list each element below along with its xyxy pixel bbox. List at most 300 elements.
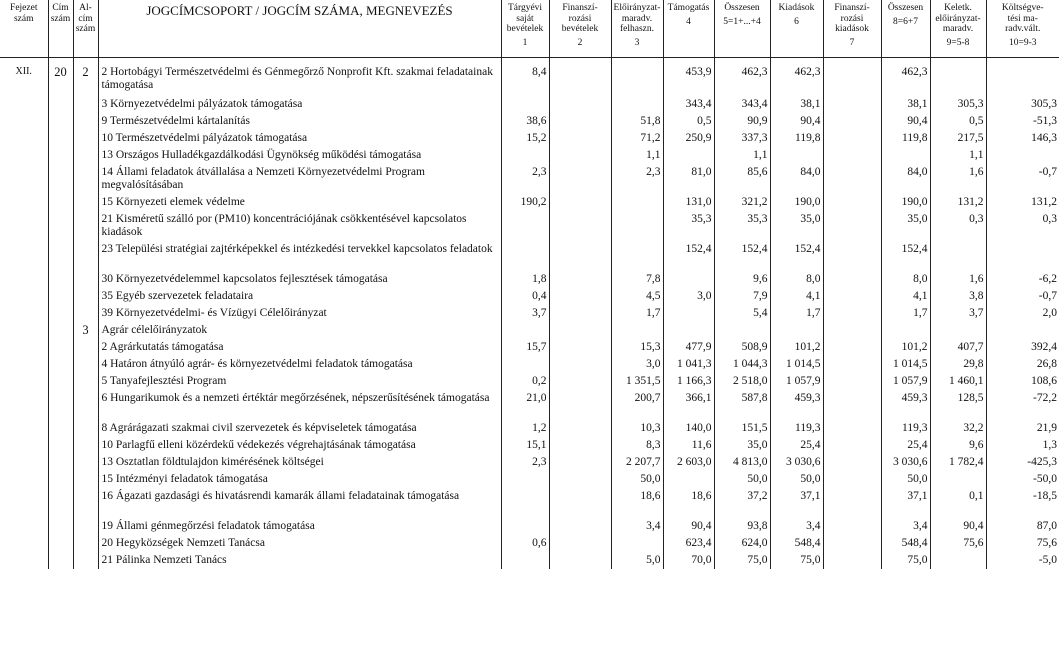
value-cell-col1: 0,4 (501, 288, 549, 305)
value-cell-col10: 108,6 (986, 373, 1059, 390)
header-label-line: Fejezet (10, 3, 38, 13)
table-row (0, 488, 1059, 518)
value-cell-col4: 11,6 (663, 437, 714, 454)
value-cell-col8: 3 030,6 (881, 454, 930, 471)
header-col6 (770, 0, 823, 58)
chapter-number-cell (0, 288, 48, 305)
table-row (0, 194, 1059, 211)
value-cell-col1: 0,6 (501, 535, 549, 552)
value-cell-col5: 343,4 (714, 96, 770, 113)
value-cell-col10: -50,0 (986, 471, 1059, 488)
value-cell-col1 (501, 471, 549, 488)
value-cell-col10: 87,0 (986, 518, 1059, 535)
value-cell-col7 (823, 454, 881, 471)
value-cell-col7 (823, 356, 881, 373)
value-cell-col6: 90,4 (770, 113, 823, 130)
value-cell-col4: 81,0 (663, 164, 714, 194)
description-cell: 2 Hortobágyi Természetvédelmi és Génmegőrző Nonprofit Kft. szakmai feladatainak támogatása (98, 58, 501, 97)
subtitle-number-cell (73, 241, 98, 271)
value-cell-col7 (823, 322, 881, 339)
value-cell-col10: 1,3 (986, 437, 1059, 454)
table-row (0, 535, 1059, 552)
value-cell-col2 (549, 241, 611, 271)
chapter-number-cell (0, 164, 48, 194)
value-cell-col4: 70,0 (663, 552, 714, 569)
header-col7 (823, 0, 881, 58)
value-cell-col2 (549, 339, 611, 356)
title-number-cell (48, 305, 73, 322)
header-column-number: 6 (794, 16, 799, 27)
header-column-number: 1 (522, 37, 528, 48)
description-cell: 2 Agrárkutatás támogatása (98, 339, 501, 356)
value-cell-col9: 128,5 (930, 390, 986, 420)
value-cell-col9: 1,1 (930, 147, 986, 164)
value-cell-col3: 200,7 (611, 390, 663, 420)
title-number-cell (48, 164, 73, 194)
description-cell: 19 Állami génmegőrzési feladatok támogatása (98, 518, 501, 535)
chapter-number-cell (0, 113, 48, 130)
table-row (0, 322, 1059, 339)
header-column-number: 5=1+...+4 (723, 16, 761, 27)
value-cell-col2 (549, 147, 611, 164)
value-cell-col5: 2 518,0 (714, 373, 770, 390)
title-number-cell (48, 130, 73, 147)
title-number-cell (48, 373, 73, 390)
chapter-number-cell (0, 373, 48, 390)
value-cell-col4: 35,3 (663, 211, 714, 241)
value-cell-col9 (930, 471, 986, 488)
header-col4 (663, 0, 714, 58)
subtitle-number-cell (73, 164, 98, 194)
value-cell-col1: 190,2 (501, 194, 549, 211)
value-cell-col8 (881, 322, 930, 339)
value-cell-col3 (611, 211, 663, 241)
value-cell-col9: 131,2 (930, 194, 986, 211)
value-cell-col6: 4,1 (770, 288, 823, 305)
value-cell-col5: 5,4 (714, 305, 770, 322)
subtitle-number-cell (73, 552, 98, 569)
header-label-line: kiadások (835, 24, 869, 34)
value-cell-col4: 3,0 (663, 288, 714, 305)
value-cell-col7 (823, 518, 881, 535)
title-number-cell (48, 437, 73, 454)
subtitle-number-cell (73, 147, 98, 164)
value-cell-col6: 548,4 (770, 535, 823, 552)
value-cell-col6: 152,4 (770, 241, 823, 271)
header-label-line: radv.vált. (1005, 24, 1041, 34)
value-cell-col5: 4 813,0 (714, 454, 770, 471)
value-cell-col6: 35,0 (770, 211, 823, 241)
title-number-cell (48, 390, 73, 420)
value-cell-col10: 2,0 (986, 305, 1059, 322)
title-number-cell (48, 211, 73, 241)
table-row (0, 271, 1059, 288)
value-cell-col1: 8,4 (501, 58, 549, 97)
header-col1 (501, 0, 549, 58)
header-column-number: 4 (686, 16, 691, 27)
header-fejezet (0, 0, 48, 58)
value-cell-col1 (501, 147, 549, 164)
title-number-cell (48, 271, 73, 288)
table-row (0, 471, 1059, 488)
value-cell-col5: 508,9 (714, 339, 770, 356)
value-cell-col9: 3,8 (930, 288, 986, 305)
value-cell-col8: 25,4 (881, 437, 930, 454)
value-cell-col5: 337,3 (714, 130, 770, 147)
value-cell-col5: 321,2 (714, 194, 770, 211)
value-cell-col9: 305,3 (930, 96, 986, 113)
value-cell-col8 (881, 147, 930, 164)
value-cell-col10: -72,2 (986, 390, 1059, 420)
value-cell-col10: 0,3 (986, 211, 1059, 241)
title-number-cell: 20 (48, 58, 73, 97)
value-cell-col10 (986, 241, 1059, 271)
header-label-line: bevételek (506, 24, 544, 34)
description-cell: 20 Hegyközségek Nemzeti Tanácsa (98, 535, 501, 552)
value-cell-col3: 7,8 (611, 271, 663, 288)
description-cell: 15 Intézményi feladatok támogatása (98, 471, 501, 488)
chapter-number-cell (0, 552, 48, 569)
value-cell-col2 (549, 164, 611, 194)
value-cell-col2 (549, 356, 611, 373)
value-cell-col10: -51,3 (986, 113, 1059, 130)
value-cell-col8: 1,7 (881, 305, 930, 322)
subtitle-number-cell (73, 420, 98, 437)
description-cell: 13 Országos Hulladékgazdálkodási Ügynökség működési támogatása (98, 147, 501, 164)
value-cell-col5: 152,4 (714, 241, 770, 271)
value-cell-col3: 3,0 (611, 356, 663, 373)
value-cell-col8: 50,0 (881, 471, 930, 488)
value-cell-col9: 1,6 (930, 164, 986, 194)
title-number-cell (48, 535, 73, 552)
value-cell-col8: 119,3 (881, 420, 930, 437)
value-cell-col4: 343,4 (663, 96, 714, 113)
header-label-line: maradv. (621, 13, 653, 24)
value-cell-col3 (611, 96, 663, 113)
value-cell-col4: 131,0 (663, 194, 714, 211)
title-number-cell (48, 339, 73, 356)
chapter-number-cell (0, 130, 48, 147)
value-cell-col3 (611, 58, 663, 97)
value-cell-col5: 35,3 (714, 211, 770, 241)
value-cell-col3: 71,2 (611, 130, 663, 147)
value-cell-col9: 0,5 (930, 113, 986, 130)
description-cell: 4 Határon átnyúló agrár- és környezetvédelmi feladatok támogatása (98, 356, 501, 373)
value-cell-col6: 462,3 (770, 58, 823, 97)
value-cell-col4: 1 166,3 (663, 373, 714, 390)
description-cell: 13 Osztatlan földtulajdon kimérésének költségei (98, 454, 501, 471)
value-cell-col1 (501, 211, 549, 241)
chapter-number-cell (0, 96, 48, 113)
value-cell-col2 (549, 113, 611, 130)
value-cell-col9: 75,6 (930, 535, 986, 552)
value-cell-col4: 366,1 (663, 390, 714, 420)
chapter-number-cell (0, 518, 48, 535)
header-label-line: rozási (568, 13, 592, 24)
chapter-number-cell (0, 271, 48, 288)
description-cell: Agrár célelőirányzatok (98, 322, 501, 339)
subtitle-number-cell (73, 488, 98, 518)
value-cell-col7 (823, 147, 881, 164)
table-row (0, 420, 1059, 437)
header-col2 (549, 0, 611, 58)
value-cell-col8: 3,4 (881, 518, 930, 535)
title-number-cell (48, 356, 73, 373)
subtitle-number-cell (73, 305, 98, 322)
value-cell-col3: 3,4 (611, 518, 663, 535)
table-row (0, 373, 1059, 390)
header-column-number: 7 (849, 37, 855, 48)
chapter-number-cell (0, 211, 48, 241)
table-row (0, 113, 1059, 130)
value-cell-col9: 9,6 (930, 437, 986, 454)
table-row (0, 518, 1059, 535)
description-cell: 30 Környezetvédelemmel kapcsolatos fejlesztések támogatása (98, 271, 501, 288)
value-cell-col1: 21,0 (501, 390, 549, 420)
value-cell-col5: 151,5 (714, 420, 770, 437)
header-label-line: Cím (52, 3, 69, 13)
description-cell: 5 Tanyafejlesztési Program (98, 373, 501, 390)
value-cell-col5: 1 044,3 (714, 356, 770, 373)
value-cell-col3: 5,0 (611, 552, 663, 569)
value-cell-col7 (823, 437, 881, 454)
header-label-line: Al- (79, 3, 92, 13)
value-cell-col1: 2,3 (501, 164, 549, 194)
value-cell-col7 (823, 390, 881, 420)
chapter-number-cell (0, 488, 48, 518)
title-number-cell (48, 96, 73, 113)
description-cell: 21 Kisméretű szálló por (PM10) koncentrációjának csökkentésével kapcsolatos kiadások (98, 211, 501, 241)
subtitle-number-cell (73, 96, 98, 113)
header-col5 (714, 0, 770, 58)
chapter-number-cell (0, 390, 48, 420)
header-col3 (611, 0, 663, 58)
value-cell-col1: 15,1 (501, 437, 549, 454)
header-column-number: 9=5-8 (946, 37, 970, 48)
header-label-line: szám (13, 13, 34, 24)
chapter-number-cell (0, 437, 48, 454)
value-cell-col4: 453,9 (663, 58, 714, 97)
description-cell: 10 Parlagfű elleni közérdekű védekezés végrehajtásának támogatása (98, 437, 501, 454)
value-cell-col9: 32,2 (930, 420, 986, 437)
value-cell-col9: 0,1 (930, 488, 986, 518)
value-cell-col3: 18,6 (611, 488, 663, 518)
value-cell-col4 (663, 271, 714, 288)
value-cell-col6: 190,0 (770, 194, 823, 211)
value-cell-col8: 190,0 (881, 194, 930, 211)
value-cell-col1 (501, 552, 549, 569)
title-number-cell (48, 147, 73, 164)
value-cell-col8: 90,4 (881, 113, 930, 130)
value-cell-col1: 1,2 (501, 420, 549, 437)
description-cell: 21 Pálinka Nemzeti Tanács (98, 552, 501, 569)
value-cell-col6: 84,0 (770, 164, 823, 194)
value-cell-col10 (986, 58, 1059, 97)
table-row (0, 339, 1059, 356)
value-cell-col4: 1 041,3 (663, 356, 714, 373)
value-cell-col9: 1 782,4 (930, 454, 986, 471)
value-cell-col6: 101,2 (770, 339, 823, 356)
value-cell-col5: 50,0 (714, 471, 770, 488)
value-cell-col9: 217,5 (930, 130, 986, 147)
table-row (0, 552, 1059, 569)
chapter-number-cell (0, 194, 48, 211)
value-cell-col7 (823, 241, 881, 271)
header-label-line: Összesen (887, 3, 924, 13)
value-cell-col5: 90,9 (714, 113, 770, 130)
value-cell-col9: 1,6 (930, 271, 986, 288)
value-cell-col4: 250,9 (663, 130, 714, 147)
value-cell-col1: 3,7 (501, 305, 549, 322)
value-cell-col9: 0,3 (930, 211, 986, 241)
value-cell-col6: 3,4 (770, 518, 823, 535)
header-label-line: Kiadások (778, 3, 815, 13)
value-cell-col6: 459,3 (770, 390, 823, 420)
description-cell: 10 Természetvédelmi pályázatok támogatása (98, 130, 501, 147)
value-cell-col9 (930, 322, 986, 339)
header-col10 (986, 0, 1059, 58)
header-label-line: Finanszí- (562, 3, 598, 13)
description-cell: 39 Környezetvédelmi- és Vízügyi Célelőirányzat (98, 305, 501, 322)
header-label-line: saját (516, 13, 534, 24)
value-cell-col2 (549, 58, 611, 97)
table-row (0, 211, 1059, 241)
table-row (0, 147, 1059, 164)
table-row (0, 164, 1059, 194)
value-cell-col8: 75,0 (881, 552, 930, 569)
table-row (0, 356, 1059, 373)
description-cell: 15 Környezeti elemek védelme (98, 194, 501, 211)
value-cell-col3: 1,7 (611, 305, 663, 322)
value-cell-col3: 10,3 (611, 420, 663, 437)
table-row (0, 390, 1059, 420)
subtitle-number-cell: 2 (73, 58, 98, 97)
value-cell-col4 (663, 471, 714, 488)
value-cell-col7 (823, 339, 881, 356)
value-cell-col2 (549, 322, 611, 339)
header-label-line: JOGCÍMCSOPORT / JOGCÍM SZÁMA, MEGNEVEZÉS (146, 3, 453, 18)
value-cell-col2 (549, 552, 611, 569)
title-number-cell (48, 518, 73, 535)
header-label-line: Támogatás (667, 3, 710, 13)
value-cell-col2 (549, 437, 611, 454)
value-cell-col9 (930, 241, 986, 271)
chapter-number-cell (0, 420, 48, 437)
header-cim (48, 0, 73, 58)
description-cell: 16 Ágazati gazdasági és hivatásrendi kamarák állami feladatainak támogatása (98, 488, 501, 518)
subtitle-number-cell (73, 437, 98, 454)
value-cell-col8: 37,1 (881, 488, 930, 518)
value-cell-col5: 1,1 (714, 147, 770, 164)
title-number-cell (48, 194, 73, 211)
chapter-number-cell (0, 471, 48, 488)
value-cell-col4: 2 603,0 (663, 454, 714, 471)
value-cell-col1: 38,6 (501, 113, 549, 130)
header-column-number: 8=6+7 (893, 16, 918, 27)
value-cell-col6: 75,0 (770, 552, 823, 569)
value-cell-col10: -425,3 (986, 454, 1059, 471)
value-cell-col1 (501, 488, 549, 518)
value-cell-col7 (823, 305, 881, 322)
value-cell-col3: 4,5 (611, 288, 663, 305)
value-cell-col10: 26,8 (986, 356, 1059, 373)
value-cell-col5: 37,2 (714, 488, 770, 518)
value-cell-col9: 3,7 (930, 305, 986, 322)
value-cell-col8: 8,0 (881, 271, 930, 288)
value-cell-col6: 1,7 (770, 305, 823, 322)
value-cell-col1 (501, 518, 549, 535)
value-cell-col10: -6,2 (986, 271, 1059, 288)
subtitle-number-cell (73, 271, 98, 288)
value-cell-col7 (823, 58, 881, 97)
value-cell-col8: 4,1 (881, 288, 930, 305)
chapter-number-cell: XII. (15, 66, 32, 77)
header-label-line: bevételek (561, 24, 599, 34)
value-cell-col3: 8,3 (611, 437, 663, 454)
value-cell-col2 (549, 454, 611, 471)
subtitle-number-cell: 3 (73, 322, 98, 339)
value-cell-col8: 459,3 (881, 390, 930, 420)
value-cell-col4: 0,5 (663, 113, 714, 130)
value-cell-col3: 51,8 (611, 113, 663, 130)
value-cell-col7 (823, 194, 881, 211)
value-cell-col1: 15,7 (501, 339, 549, 356)
value-cell-col8: 462,3 (881, 58, 930, 97)
value-cell-col3 (611, 535, 663, 552)
value-cell-col3: 1,1 (611, 147, 663, 164)
value-cell-col4: 18,6 (663, 488, 714, 518)
subtitle-number-cell (73, 518, 98, 535)
header-label-line: rozási (840, 13, 864, 24)
description-cell: 23 Települési stratégiai zajtérképekkel és intézkedési tervekkel kapcsolatos feladatok (98, 241, 501, 271)
subtitle-number-cell (73, 373, 98, 390)
value-cell-col7 (823, 164, 881, 194)
value-cell-col1: 0,2 (501, 373, 549, 390)
header-label-line: Összesen (724, 3, 760, 13)
subtitle-number-cell (73, 288, 98, 305)
value-cell-col8: 101,2 (881, 339, 930, 356)
header-label-line: szám (50, 13, 71, 24)
value-cell-col7 (823, 96, 881, 113)
value-cell-col2 (549, 518, 611, 535)
value-cell-col2 (549, 130, 611, 147)
value-cell-col5: 587,8 (714, 390, 770, 420)
value-cell-col6: 38,1 (770, 96, 823, 113)
description-cell: 9 Természetvédelmi kártalanítás (98, 113, 501, 130)
value-cell-col7 (823, 288, 881, 305)
value-cell-col5: 624,0 (714, 535, 770, 552)
subtitle-number-cell (73, 535, 98, 552)
chapter-number-cell (0, 356, 48, 373)
value-cell-col6: 8,0 (770, 271, 823, 288)
value-cell-col2 (549, 420, 611, 437)
value-cell-col9: 1 460,1 (930, 373, 986, 390)
subtitle-number-cell (73, 356, 98, 373)
description-cell: 14 Állami feladatok átvállalása a Nemzeti Környezetvédelmi Program megvalósításában (98, 164, 501, 194)
value-cell-col3 (611, 241, 663, 271)
value-cell-col10 (986, 147, 1059, 164)
value-cell-col6: 37,1 (770, 488, 823, 518)
value-cell-col10: 75,6 (986, 535, 1059, 552)
title-number-cell (48, 322, 73, 339)
value-cell-col4 (663, 305, 714, 322)
value-cell-col5 (714, 322, 770, 339)
value-cell-col7 (823, 420, 881, 437)
value-cell-col2 (549, 471, 611, 488)
value-cell-col7 (823, 113, 881, 130)
subtitle-number-cell (73, 211, 98, 241)
value-cell-col5: 93,8 (714, 518, 770, 535)
